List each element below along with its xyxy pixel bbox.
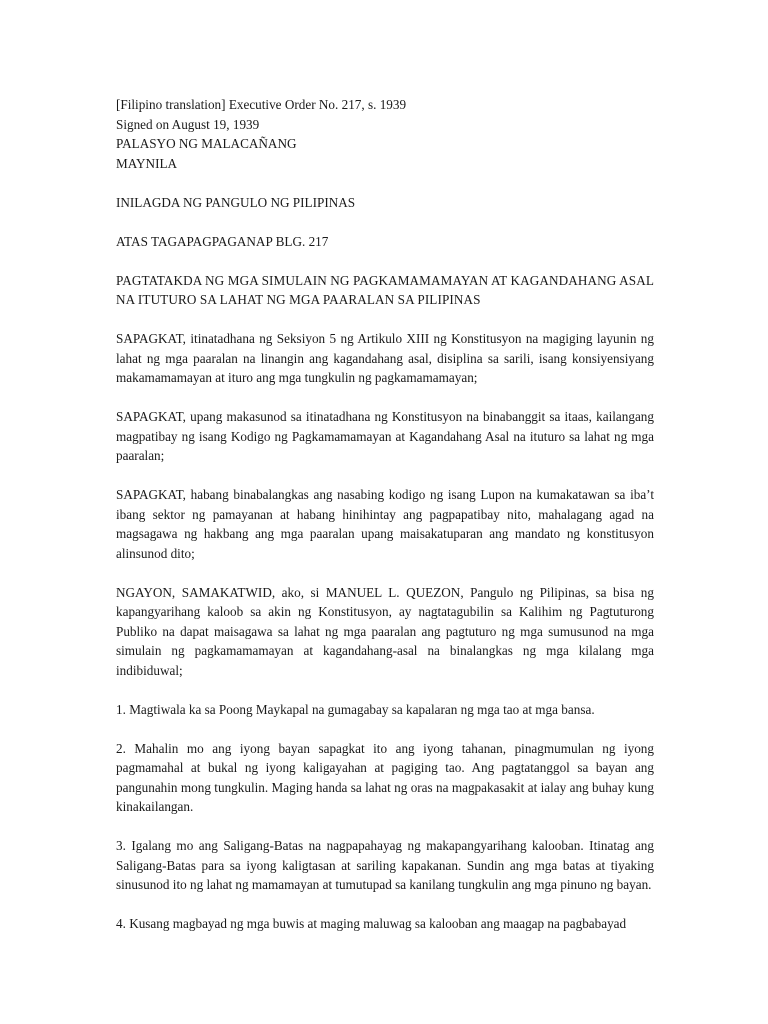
- spacer: [116, 466, 654, 486]
- header-line-palace: PALASYO NG MALACAÑANG: [116, 136, 297, 151]
- spacer: [116, 680, 654, 700]
- spacer: [116, 895, 654, 915]
- document-title: PAGTATAKDA NG MGA SIMULAIN NG PAGKAMAMAMAYAN AT KAGANDAHANG ASAL NA ITUTURO SA LAHAT NG MGA PAARALAN SA PILIPINAS: [116, 272, 654, 307]
- issuer-line: INILAGDA NG PANGULO NG PILIPINAS: [116, 194, 356, 210]
- principle-item-2: 2. Mahalin mo ang iyong bayan sapagkat ito ang iyong tahanan, pinagmumulan ng iyong pagmamahal at bukal ng iyong kaligayahan at pagiging tao. Ang pagtatanggol sa bayan ang pangunahin mong tungkulin. Maging handa sa lahat ng oras na magpakasakit at ialay ang buhay kung kinakailangan.: [116, 740, 654, 814]
- header-line-signed-date: Signed on August 19, 1939: [116, 116, 260, 132]
- order-number: ATAS TAGAPAGPAGANAP BLG. 217: [116, 233, 329, 249]
- spacer: [116, 719, 654, 739]
- whereas-paragraph-1: SAPAGKAT, itinatadhana ng Seksiyon 5 ng Artikulo XIII ng Konstitusyon na magiging layunin ng lahat ng mga paaralan na linangin ang kagandahang asal, disiplina sa sarili, isang konsiyensiyang makamamamayan at ituro ang mga tungkulin ng pagkamamamayan;: [116, 331, 654, 385]
- header-line-city: MAYNILA: [116, 155, 178, 171]
- spacer: [116, 563, 654, 583]
- spacer: [116, 388, 654, 408]
- document-page: [116, 95, 654, 934]
- principle-item-3: 3. Igalang mo ang Saligang-Batas na nagpapahayag ng makapangyarihang kalooban. Itinatag ang Saligang-Batas para sa iyong kaligtasan at sariling kapakanan. Sundin ang mga batas at tiyaking sinusunod ito ng lahat ng mamamayan at tumutupad sa kanilang tungkulin ang mga pinuno ng bayan.: [116, 838, 654, 892]
- header-line-translation: [Filipino translation] Executive Order No. 217, s. 1939: [116, 97, 407, 112]
- spacer: [116, 310, 654, 330]
- spacer: [116, 212, 654, 232]
- spacer: [116, 173, 654, 193]
- whereas-paragraph-3: SAPAGKAT, habang binabalangkas ang nasabing kodigo ng isang Lupon na kumakatawan sa iba’t ibang sektor ng pamayanan at habang hinihintay ang pagpapatibay nito, mahalagang agad na magsagawa ng hakbang ang mga paaralan upang maisakatuparan ang mandato ng konstitusyon alinsunod dito;: [116, 487, 654, 561]
- principle-item-4: 4. Kusang magbayad ng mga buwis at maging maluwag sa kalooban ang maagap na pagbabayad: [116, 916, 627, 931]
- whereas-paragraph-2: SAPAGKAT, upang makasunod sa itinatadhana ng Konstitusyon na binabanggit sa itaas, kailangang magpatibay ng isang Kodigo ng Pagkamamamayan at Kagandahang Asal na ituturo sa lahat ng mga paaralan;: [116, 409, 654, 463]
- principle-item-1: 1. Magtiwala ka sa Poong Maykapal na gumagabay sa kapalaran ng mga tao at mga bansa.: [116, 701, 595, 717]
- spacer: [116, 817, 654, 837]
- spacer: [116, 251, 654, 271]
- now-therefore-paragraph: NGAYON, SAMAKATWID, ako, si MANUEL L. QUEZON, Pangulo ng Pilipinas, sa bisa ng kapangyarihang kaloob sa akin ng Konstitusyon, ay nagtatagubilin sa Kalihim ng Pagtuturong Publiko na dapat maisagawa sa lahat ng mga paaralan ang pagtuturo ng mga sumusunod na mga simulain ng pagkamamamayan at kagandahang-asal na binalangkas ng mga kilalang mga indibiduwal;: [116, 584, 654, 678]
